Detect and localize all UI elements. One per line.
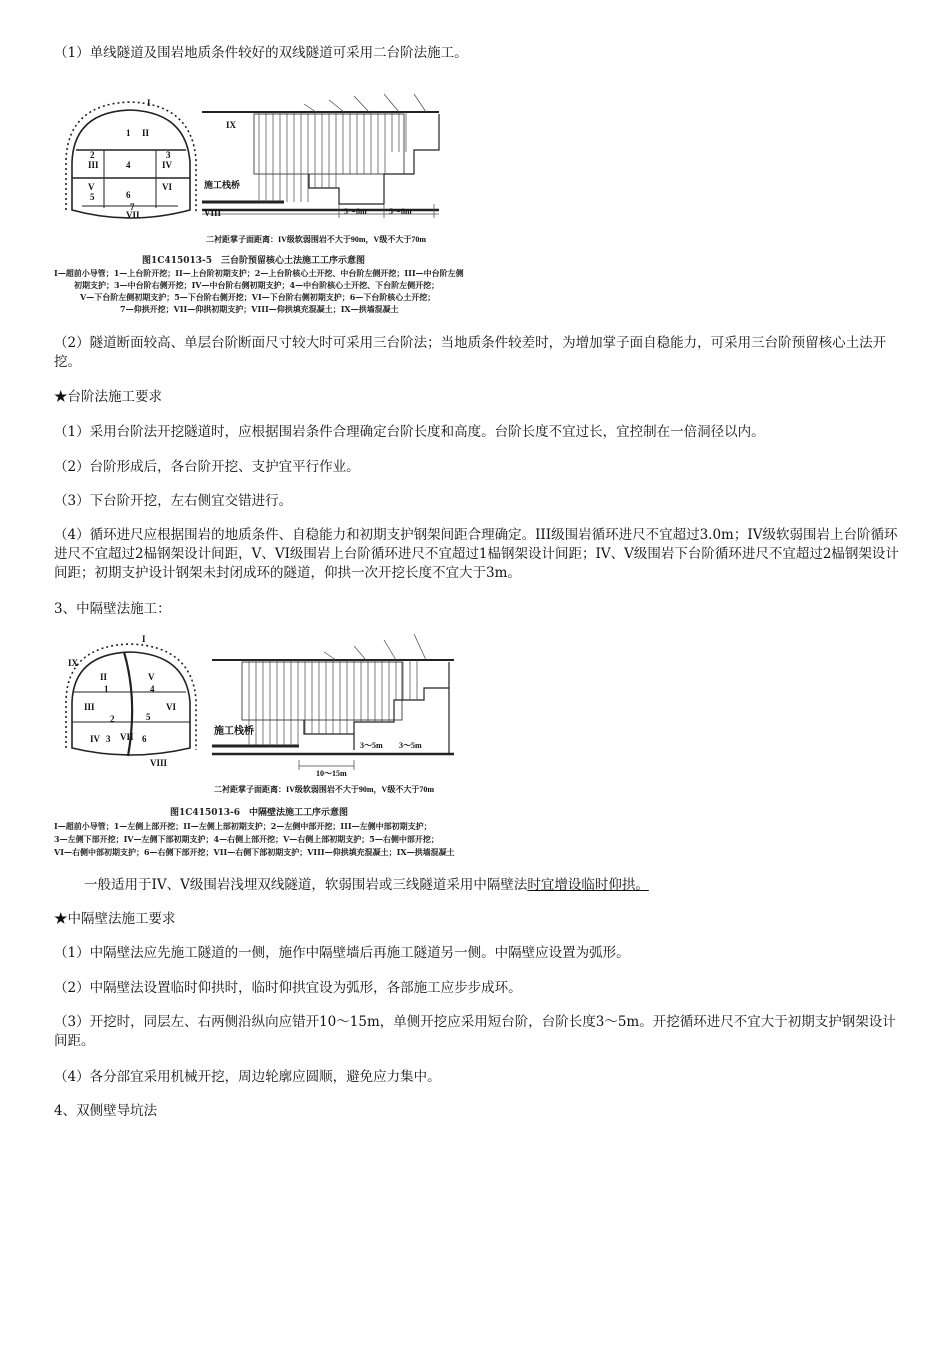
fig2-caption: 图1C415013-6 中隔壁法施工工序示意图 [170, 808, 348, 818]
fig2-label-IV: IV [90, 734, 101, 744]
fig2-label-5: 5 [146, 712, 151, 722]
fig2-label-4: 4 [150, 684, 155, 694]
fig1-dim2: 5～8m [389, 207, 412, 216]
paragraph-middle-wall-scope [84, 876, 904, 895]
fig2-label-I: I [142, 634, 146, 644]
heading-step-requirements: ★台阶法施工要求 [54, 389, 162, 405]
figure-three-step-drawing [54, 92, 454, 252]
requirement-3: （3）下台阶开挖，左右侧宜交错进行。 [54, 493, 293, 509]
fig2-label-VIII: VIII [150, 758, 168, 768]
fig2-bridge-label: 施工栈桥 [214, 726, 254, 737]
fig2-dim2: 3～5m [399, 741, 422, 750]
fig1-caption: 图1C415013-5 三台阶预留核心土法施工工序示意图 [142, 256, 365, 266]
fig2-label-VI: VI [166, 702, 177, 712]
fig1-label-IX: IX [226, 120, 237, 130]
section-4-title: 4、双侧壁导坑法 [54, 1103, 158, 1119]
fig2-legend-line: VI—右侧中部初期支护；6—右侧下部开挖；VII—右侧下部初期支护；VIII—仰拱填充混凝土；IX—拱墙混凝土 [54, 847, 455, 857]
fig2-legend-line: I—超前小导管；1—左侧上部开挖；II—左侧上部初期支护；2—左侧中部开挖；III—左侧中部初期支护； [54, 821, 432, 831]
middle-wall-requirement-4: （4）各分部宜采用机械开挖，周边轮廓应圆顺，避免应力集中。 [54, 1069, 441, 1085]
middle-wall-requirement-2: （2）中隔壁法设置临时仰拱时，临时仰拱宜设为弧形，各部施工应步步成环。 [54, 980, 522, 996]
scope-text: 一般适用于IV、V级围岩浅埋双线隧道，软弱围岩或三线隧道采用中隔壁法 [84, 877, 528, 893]
fig1-legend-line: 7—仰拱开挖；VII—仰拱初期支护；VIII—仰拱填充混凝土；IX—拱墙混凝土 [120, 304, 399, 314]
fig1-legend-line: V—下台阶左侧初期支护；5—下台阶右侧开挖；VI—下台阶右侧初期支护；6—下台阶核心土开挖； [80, 292, 436, 302]
fig1-label-II: II [142, 128, 150, 138]
requirement-1: （1）采用台阶法开挖隧道时，应根据围岩条件合理确定台阶长度和高度。台阶长度不宜过长，宜控制在一倍洞径以内。 [54, 424, 765, 440]
fig1-label-V: V [88, 182, 95, 192]
fig2-label-2: 2 [110, 714, 115, 724]
requirement-4: （4）循环进尺应根据围岩的地质条件、自稳能力和初期支护钢架间距合理确定。III级围岩循环进尺不宜超过3.0m；IV级软弱围岩上台阶循环进尺不宜超过2榀钢架设计间距，V、VI级围岩上台阶循环进尺不宜超过1榀钢架设计间距；IV、V级围岩下台阶循环进尺不宜超过2榀钢架设计间距；初期支护设计钢架未封闭成环的隧道，仰拱一次开挖长度不宜大于3m。 [54, 527, 899, 581]
fig1-bridge-label: 施工栈桥 [204, 180, 241, 190]
fig1-label-5: 5 [90, 192, 95, 202]
fig1-label-3: 3 [166, 150, 171, 160]
fig2-label-III: III [84, 702, 95, 712]
middle-wall-requirement-1: （1）中隔壁法应先施工隧道的一侧，施作中隔壁墙后再施工隧道另一侧。中隔壁应设置为弧形。 [54, 945, 630, 961]
fig2-label-3: 3 [106, 734, 111, 744]
figure-three-step-core [54, 92, 454, 252]
figure-middle-wall [54, 630, 464, 800]
fig2-legend-line: 3—左侧下部开挖；IV—左侧下部初期支护；4—右侧上部开挖；V—右侧上部初期支护；5—右侧中部开挖； [54, 834, 439, 844]
fig1-legend-line: I—超前小导管；1—上台阶开挖；II—上台阶初期支护；2—上台阶核心土开挖、中台阶左侧开挖；III—中台阶左侧 [54, 268, 464, 278]
fig1-label-VI: VI [162, 182, 173, 192]
scope-underlined-text: 时宜增设临时仰拱。 [527, 877, 649, 893]
section-3-title: 3、中隔壁法施工： [54, 601, 171, 617]
fig1-label-I: I [147, 98, 151, 108]
paragraph-three-step: （2）隧道断面较高、单层台阶断面尺寸较大时可采用三台阶法；当地质条件较差时，为增加掌子面自稳能力，可采用三台阶预留核心土法开挖。 [54, 335, 887, 370]
fig1-dim1: 5～8m [344, 207, 367, 216]
fig1-label-6: 6 [126, 190, 131, 200]
paragraph-two-step: （1）单线隧道及围岩地质条件较好的双线隧道可采用二台阶法施工。 [54, 45, 468, 61]
heading-middle-wall-requirements: ★中隔壁法施工要求 [54, 911, 176, 927]
fig2-dim3: 10～15m [316, 769, 347, 778]
fig1-label-IV: IV [162, 160, 173, 170]
fig1-label-7: 7 [130, 202, 135, 212]
fig1-distance-note: 二衬距掌子面距离：IV级软弱围岩不大于90m，V级不大于70m [206, 235, 426, 244]
fig1-label-4: 4 [126, 160, 131, 170]
figure-middle-wall-drawing [54, 630, 464, 800]
fig1-label-VIII: VIII [204, 208, 222, 218]
fig1-label-1: 1 [126, 128, 131, 138]
fig2-label-V: V [148, 672, 155, 682]
fig2-label-II: II [100, 672, 108, 682]
requirement-2: （2）台阶形成后，各台阶开挖、支护宜平行作业。 [54, 459, 360, 475]
fig2-label-IX: IX [68, 658, 79, 668]
fig1-legend-line: 初期支护；3—中台阶右侧开挖；IV—中台阶右侧初期支护；4—中台阶核心土开挖、下台阶左侧开挖； [74, 280, 440, 290]
fig2-dim1: 3～5m [360, 741, 383, 750]
fig2-label-1: 1 [104, 684, 109, 694]
fig1-label-VII: VII [126, 210, 140, 220]
fig2-label-6: 6 [142, 734, 147, 744]
fig1-label-III: III [88, 160, 99, 170]
fig1-label-2: 2 [90, 150, 95, 160]
middle-wall-requirement-3: （3）开挖时，同层左、右两侧沿纵向应错开10～15m，单侧开挖应采用短台阶，台阶长度3～5m。开挖循环进尺不宜大于初期支护钢架设计间距。 [54, 1014, 896, 1049]
fig2-distance-note: 二衬距掌子面距离：IV级软弱围岩不大于90m，V级不大于70m [214, 785, 434, 794]
fig2-label-VII: VII [120, 732, 134, 742]
